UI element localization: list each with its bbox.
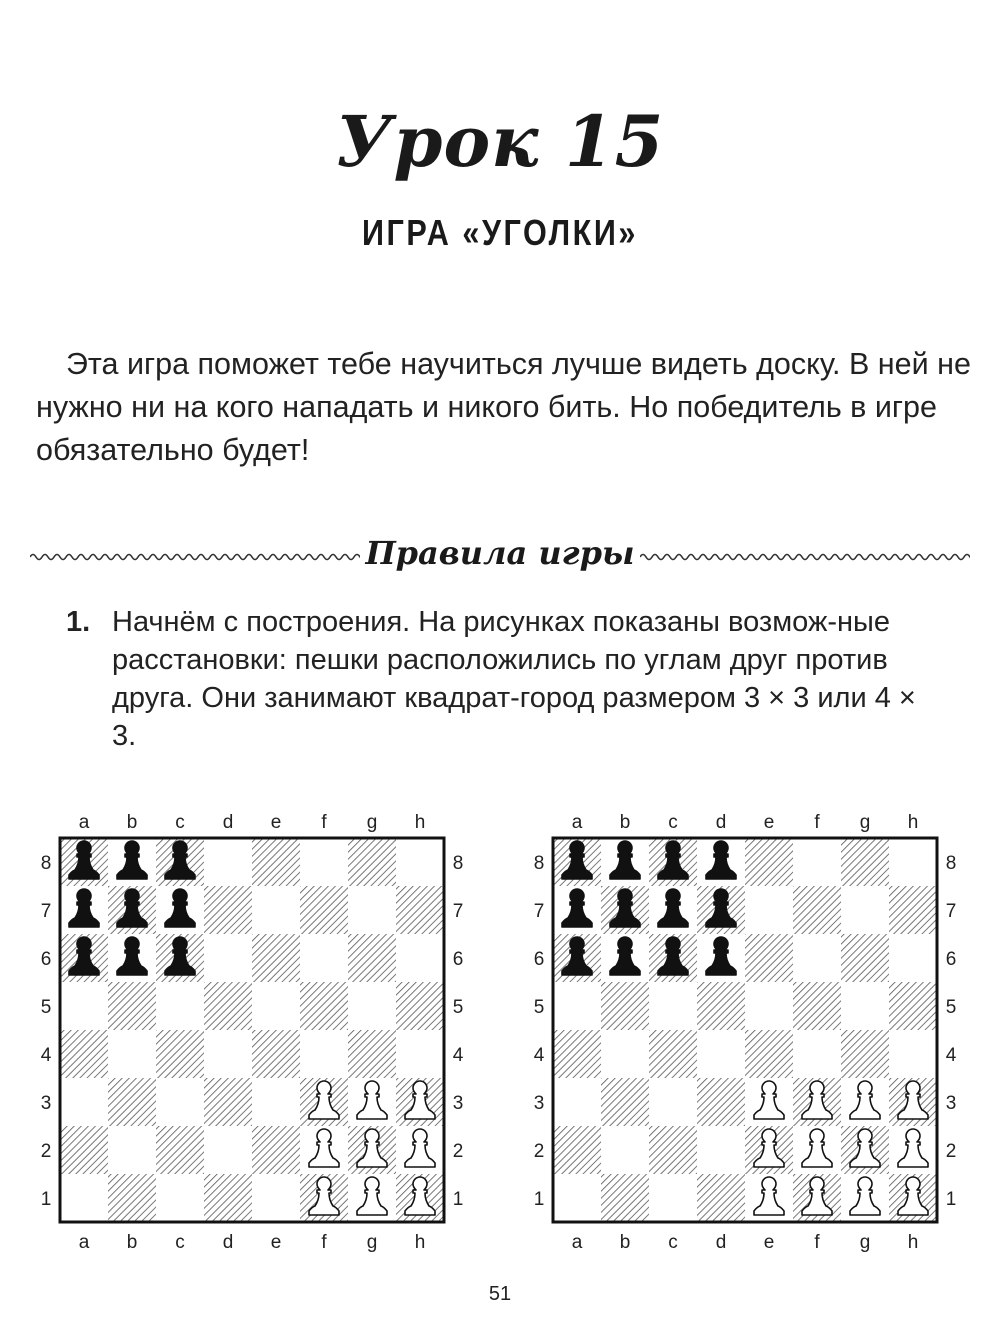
board-square-c1	[649, 1174, 697, 1222]
board-square-a2	[553, 1126, 601, 1174]
board-square-b5	[601, 982, 649, 1030]
file-label-top: g	[366, 812, 378, 833]
file-label-top: a	[571, 812, 583, 833]
file-label-top: b	[126, 812, 138, 833]
board-square-e6	[252, 934, 300, 982]
rank-label-left: 2	[40, 1141, 52, 1162]
board-square-d6	[204, 934, 252, 982]
board-square-h6	[889, 934, 937, 982]
rank-label-left: 7	[40, 901, 52, 922]
intro-text	[36, 343, 971, 472]
board-square-c5	[156, 982, 204, 1030]
board-square-a5	[553, 982, 601, 1030]
board-square-e7	[745, 886, 793, 934]
board-square-b3	[601, 1078, 649, 1126]
rank-label-right: 5	[452, 997, 464, 1018]
board-square-b1	[601, 1174, 649, 1222]
board-square-f8	[793, 838, 841, 886]
board-square-g6	[348, 934, 396, 982]
board-square-e3	[252, 1078, 300, 1126]
rule-item	[66, 603, 946, 755]
board-square-b1	[108, 1174, 156, 1222]
chess-board-diagram-1	[30, 802, 470, 1252]
board-square-b3	[108, 1078, 156, 1126]
file-label-top: c	[668, 812, 678, 833]
board-square-b4	[108, 1030, 156, 1078]
board-square-d4	[697, 1030, 745, 1078]
rank-label-left: 1	[533, 1189, 545, 1210]
rank-label-left: 8	[40, 853, 52, 874]
board-square-g8	[841, 838, 889, 886]
file-label-top: a	[78, 812, 90, 833]
file-label-bottom: e	[270, 1232, 282, 1252]
board-square-c2	[649, 1126, 697, 1174]
file-label-bottom: e	[763, 1232, 775, 1252]
file-label-top: c	[175, 812, 185, 833]
board-square-h7	[396, 886, 444, 934]
file-label-bottom: g	[366, 1232, 378, 1252]
board-square-f4	[300, 1030, 348, 1078]
rank-label-right: 8	[452, 853, 464, 874]
rank-label-left: 4	[533, 1045, 545, 1066]
rules-heading: Правила игры	[365, 534, 635, 572]
board-square-a4	[553, 1030, 601, 1078]
board-square-g6	[841, 934, 889, 982]
rank-label-right: 6	[452, 949, 464, 970]
board-square-e2	[252, 1126, 300, 1174]
board-square-b2	[108, 1126, 156, 1174]
file-label-bottom: h	[907, 1232, 919, 1252]
page-number: 51	[488, 1283, 512, 1305]
board-square-h5	[396, 982, 444, 1030]
board-square-d7	[204, 886, 252, 934]
board-square-a2	[60, 1126, 108, 1174]
file-label-top: e	[763, 812, 775, 833]
rank-label-right: 6	[945, 949, 957, 970]
rank-label-right: 8	[945, 853, 957, 874]
board-square-f8	[300, 838, 348, 886]
board-square-c4	[649, 1030, 697, 1078]
board-square-b4	[601, 1030, 649, 1078]
rank-label-left: 3	[533, 1093, 545, 1114]
board-square-e4	[252, 1030, 300, 1078]
file-label-top: f	[321, 812, 327, 833]
file-label-bottom: a	[78, 1232, 90, 1252]
board-square-g7	[841, 886, 889, 934]
file-label-top: d	[222, 812, 234, 833]
rank-label-right: 2	[945, 1141, 957, 1162]
board-square-e1	[252, 1174, 300, 1222]
board-square-h5	[889, 982, 937, 1030]
board-square-h8	[889, 838, 937, 886]
rule-number: 1.	[66, 606, 91, 638]
file-label-bottom: d	[222, 1232, 234, 1252]
board-square-d5	[697, 982, 745, 1030]
file-label-top: g	[859, 812, 871, 833]
board-square-d1	[697, 1174, 745, 1222]
rank-label-right: 3	[452, 1093, 464, 1114]
board-square-d4	[204, 1030, 252, 1078]
board-square-f6	[793, 934, 841, 982]
board-square-a3	[60, 1078, 108, 1126]
rank-label-right: 2	[452, 1141, 464, 1162]
board-square-a3	[553, 1078, 601, 1126]
board-square-c3	[649, 1078, 697, 1126]
board-square-d3	[697, 1078, 745, 1126]
board-square-d1	[204, 1174, 252, 1222]
rank-label-left: 7	[533, 901, 545, 922]
board-square-g5	[841, 982, 889, 1030]
board-square-h4	[396, 1030, 444, 1078]
board-square-d2	[697, 1126, 745, 1174]
board-square-a4	[60, 1030, 108, 1078]
board-square-h7	[889, 886, 937, 934]
rank-label-left: 6	[533, 949, 545, 970]
rank-label-left: 8	[533, 853, 545, 874]
board-square-a1	[60, 1174, 108, 1222]
rank-label-right: 7	[452, 901, 464, 922]
board-square-d5	[204, 982, 252, 1030]
lesson-subtitle: ИГРА «УГОЛКИ»	[361, 212, 639, 253]
board-square-b2	[601, 1126, 649, 1174]
file-label-bottom: g	[859, 1232, 871, 1252]
file-label-bottom: h	[414, 1232, 426, 1252]
board-square-g4	[348, 1030, 396, 1078]
board-square-d8	[204, 838, 252, 886]
board-square-e5	[252, 982, 300, 1030]
rank-label-right: 1	[945, 1189, 957, 1210]
board-square-f6	[300, 934, 348, 982]
board-square-g5	[348, 982, 396, 1030]
file-label-bottom: c	[175, 1232, 185, 1252]
file-label-bottom: b	[619, 1232, 631, 1252]
board-square-h4	[889, 1030, 937, 1078]
file-label-bottom: b	[126, 1232, 138, 1252]
board-square-e5	[745, 982, 793, 1030]
board-square-a1	[553, 1174, 601, 1222]
file-label-top: d	[715, 812, 727, 833]
board-square-g8	[348, 838, 396, 886]
rank-label-right: 7	[945, 901, 957, 922]
intro-paragraph: Эта игра поможет тебе научиться лучше видеть доску. В ней не нужно ни на кого нападать и никого бить. Но победитель в игре обязательно будет!	[36, 347, 971, 467]
rank-label-left: 3	[40, 1093, 52, 1114]
board-square-h8	[396, 838, 444, 886]
file-label-bottom: a	[571, 1232, 583, 1252]
board-square-f7	[300, 886, 348, 934]
board-square-e8	[252, 838, 300, 886]
board-square-g4	[841, 1030, 889, 1078]
board-square-c1	[156, 1174, 204, 1222]
board-square-g7	[348, 886, 396, 934]
board-square-c5	[649, 982, 697, 1030]
file-label-top: h	[907, 812, 919, 833]
file-label-bottom: c	[668, 1232, 678, 1252]
board-square-c3	[156, 1078, 204, 1126]
rule-text: Начнём с построения. На рисунках показаны возмож-ные расстановки: пешки расположились по углам друг против друга. Они занимают квадрат-город размером 3 × 3 или 4 × 3.	[112, 606, 916, 752]
file-label-top: e	[270, 812, 282, 833]
rank-label-left: 5	[40, 997, 52, 1018]
board-square-f5	[300, 982, 348, 1030]
file-label-bottom: f	[814, 1232, 820, 1252]
file-label-top: b	[619, 812, 631, 833]
file-label-bottom: f	[321, 1232, 327, 1252]
rank-label-left: 6	[40, 949, 52, 970]
board-square-e7	[252, 886, 300, 934]
board-square-f7	[793, 886, 841, 934]
rank-label-right: 3	[945, 1093, 957, 1114]
rules-header	[30, 532, 970, 582]
rank-label-right: 4	[945, 1045, 957, 1066]
chess-board-diagram-2	[523, 802, 963, 1252]
board-square-a5	[60, 982, 108, 1030]
rank-label-right: 1	[452, 1189, 464, 1210]
rank-label-right: 4	[452, 1045, 464, 1066]
board-square-e6	[745, 934, 793, 982]
board-square-b5	[108, 982, 156, 1030]
board-square-d2	[204, 1126, 252, 1174]
lesson-title: Урок 15	[335, 100, 665, 183]
board-square-c4	[156, 1030, 204, 1078]
rank-label-left: 4	[40, 1045, 52, 1066]
rank-label-left: 2	[533, 1141, 545, 1162]
board-square-d3	[204, 1078, 252, 1126]
rank-label-right: 5	[945, 997, 957, 1018]
file-label-bottom: d	[715, 1232, 727, 1252]
board-square-c2	[156, 1126, 204, 1174]
rank-label-left: 5	[533, 997, 545, 1018]
board-square-e4	[745, 1030, 793, 1078]
wavy-divider-right	[640, 550, 970, 564]
board-square-h6	[396, 934, 444, 982]
file-label-top: f	[814, 812, 820, 833]
board-square-f5	[793, 982, 841, 1030]
board-square-e8	[745, 838, 793, 886]
file-label-top: h	[414, 812, 426, 833]
board-square-f4	[793, 1030, 841, 1078]
rank-label-left: 1	[40, 1189, 52, 1210]
